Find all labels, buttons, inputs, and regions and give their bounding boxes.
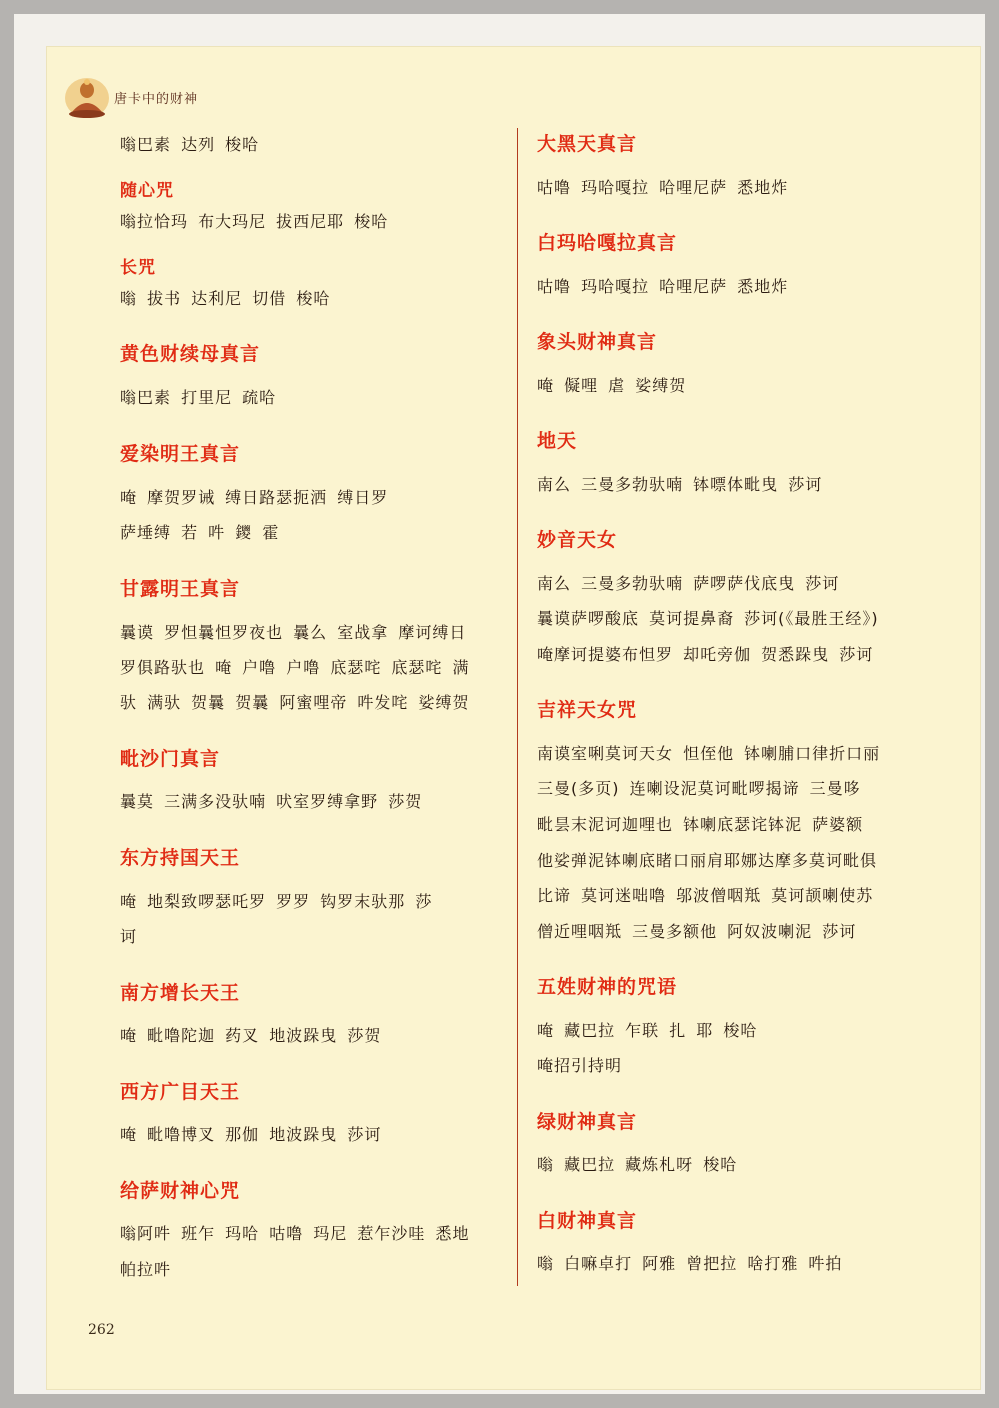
mantra-line: 罗俱路驮也 唵 户噜 户噜 底瑟咤 底瑟咤 满 xyxy=(120,658,470,677)
section-heading: 象头财神真言 xyxy=(537,331,658,353)
mantra-line: 曩莫 三满多没驮喃 吠室罗缚拿野 莎贺 xyxy=(120,792,423,811)
section-heading: 长咒 xyxy=(120,258,156,278)
mantra-line: 嗡巴素 打里尼 疏哈 xyxy=(120,388,277,407)
mantra-line: 唵 地梨致啰瑟吒罗 罗罗 钩罗末驮那 莎 xyxy=(120,892,433,911)
mantra-line: 三曼(多页) 连喇设泥莫诃毗啰揭谛 三曼哆 xyxy=(537,779,861,798)
section-heading: 黄色财续母真言 xyxy=(120,343,261,365)
mantra-line: 曩谟萨啰酸底 莫诃提鼻裔 莎诃(《最胜王经》) xyxy=(537,609,879,628)
section-heading: 毗沙门真言 xyxy=(120,748,221,770)
mantra-line: 唵摩诃提婆布怛罗 却吒旁伽 贺悉跺曳 莎诃 xyxy=(537,645,874,664)
mantra-line: 唵招引持明 xyxy=(537,1056,623,1075)
mantra-line: 嗡巴素 达列 梭哈 xyxy=(120,135,260,154)
section-heading: 白财神真言 xyxy=(537,1210,638,1232)
mantra-line: 咕噜 玛哈嘎拉 哈哩尼萨 悉地炸 xyxy=(537,277,789,296)
section-heading: 大黑天真言 xyxy=(537,133,638,155)
mantra-line: 毗昙末泥诃迦哩也 钵喇底瑟诧钵泥 萨婆额 xyxy=(537,815,864,834)
section-heading: 东方持国天王 xyxy=(120,847,241,869)
section-heading: 南方增长天王 xyxy=(120,982,241,1004)
section-heading: 西方广目天王 xyxy=(120,1081,241,1103)
mantra-line: 唵 毗噜博叉 那伽 地波跺曳 莎诃 xyxy=(120,1125,382,1144)
mantra-line: 唵 藏巴拉 乍联 扎 耶 梭哈 xyxy=(537,1021,758,1040)
section-heading: 吉祥天女咒 xyxy=(537,699,638,721)
running-header xyxy=(62,72,362,122)
mantra-line: 咕噜 玛哈嘎拉 哈哩尼萨 悉地炸 xyxy=(537,178,789,197)
section-heading: 甘露明王真言 xyxy=(120,578,241,600)
section-heading: 五姓财神的咒语 xyxy=(537,976,678,998)
section-heading: 随心咒 xyxy=(120,181,174,201)
mantra-line: 僧近哩咽羝 三曼多额他 阿奴波喇泥 莎诃 xyxy=(537,922,857,941)
section-heading: 爱染明王真言 xyxy=(120,443,241,465)
mantra-line: 南谟室唎莫诃天女 怛侄他 钵喇脯口律折口丽 xyxy=(537,744,881,763)
mantra-line: 他娑弹泥钵喇底睹口丽肩耶娜达摩多莫诃毗俱 xyxy=(537,851,878,870)
mantra-line: 帕拉吽 xyxy=(120,1260,172,1279)
section-heading: 妙音天女 xyxy=(537,529,618,551)
section-heading: 白玛哈嘎拉真言 xyxy=(537,232,678,254)
mantra-line: 嗡 藏巴拉 藏炼札呀 梭哈 xyxy=(537,1155,738,1174)
mantra-line: 唵 儗哩 虐 娑缚贺 xyxy=(537,376,687,395)
mantra-line: 嗡 拔书 达利尼 切借 梭哈 xyxy=(120,289,331,308)
mantra-line: 嗡 白嘛卓打 阿雅 曾把拉 啥打雅 吽拍 xyxy=(537,1254,843,1273)
mantra-line: 曩谟 罗怛曩怛罗夜也 曩么 室战拿 摩诃缚日 xyxy=(120,623,467,642)
mantra-line: 嗡拉恰玛 布大玛尼 拔西尼耶 梭哈 xyxy=(120,212,389,231)
deity-thangka-icon xyxy=(62,72,112,120)
section-heading: 地天 xyxy=(537,430,578,452)
mantra-line: 南么 三曼多勃驮喃 钵嘌体毗曳 莎诃 xyxy=(537,475,823,494)
mantra-line: 诃 xyxy=(120,927,138,946)
column-divider xyxy=(517,128,518,1286)
mantra-line: 比谛 莫诃迷咄噜 邬波僧咽羝 莫诃颉喇使苏 xyxy=(537,886,874,905)
mantra-line: 唵 摩贺罗诫 缚日路瑟扼洒 缚日罗 xyxy=(120,488,389,507)
mantra-line: 南么 三曼多勃驮喃 萨啰萨伐底曳 莎诃 xyxy=(537,574,840,593)
page-number: 262 xyxy=(88,1322,115,1338)
mantra-line: 嗡阿吽 班乍 玛哈 咕噜 玛尼 惹乍沙哇 悉地 xyxy=(120,1224,470,1243)
running-title: 唐卡中的财神 xyxy=(114,92,199,107)
section-heading: 给萨财神心咒 xyxy=(120,1180,241,1202)
mantra-line: 驮 满驮 贺曩 贺曩 阿蜜哩帝 吽发咤 娑缚贺 xyxy=(120,693,470,712)
section-heading: 绿财神真言 xyxy=(537,1111,638,1133)
mantra-line: 唵 毗噜陀迦 药叉 地波跺曳 莎贺 xyxy=(120,1026,382,1045)
mantra-line: 萨埵缚 若 吽 鑁 霍 xyxy=(120,523,280,542)
